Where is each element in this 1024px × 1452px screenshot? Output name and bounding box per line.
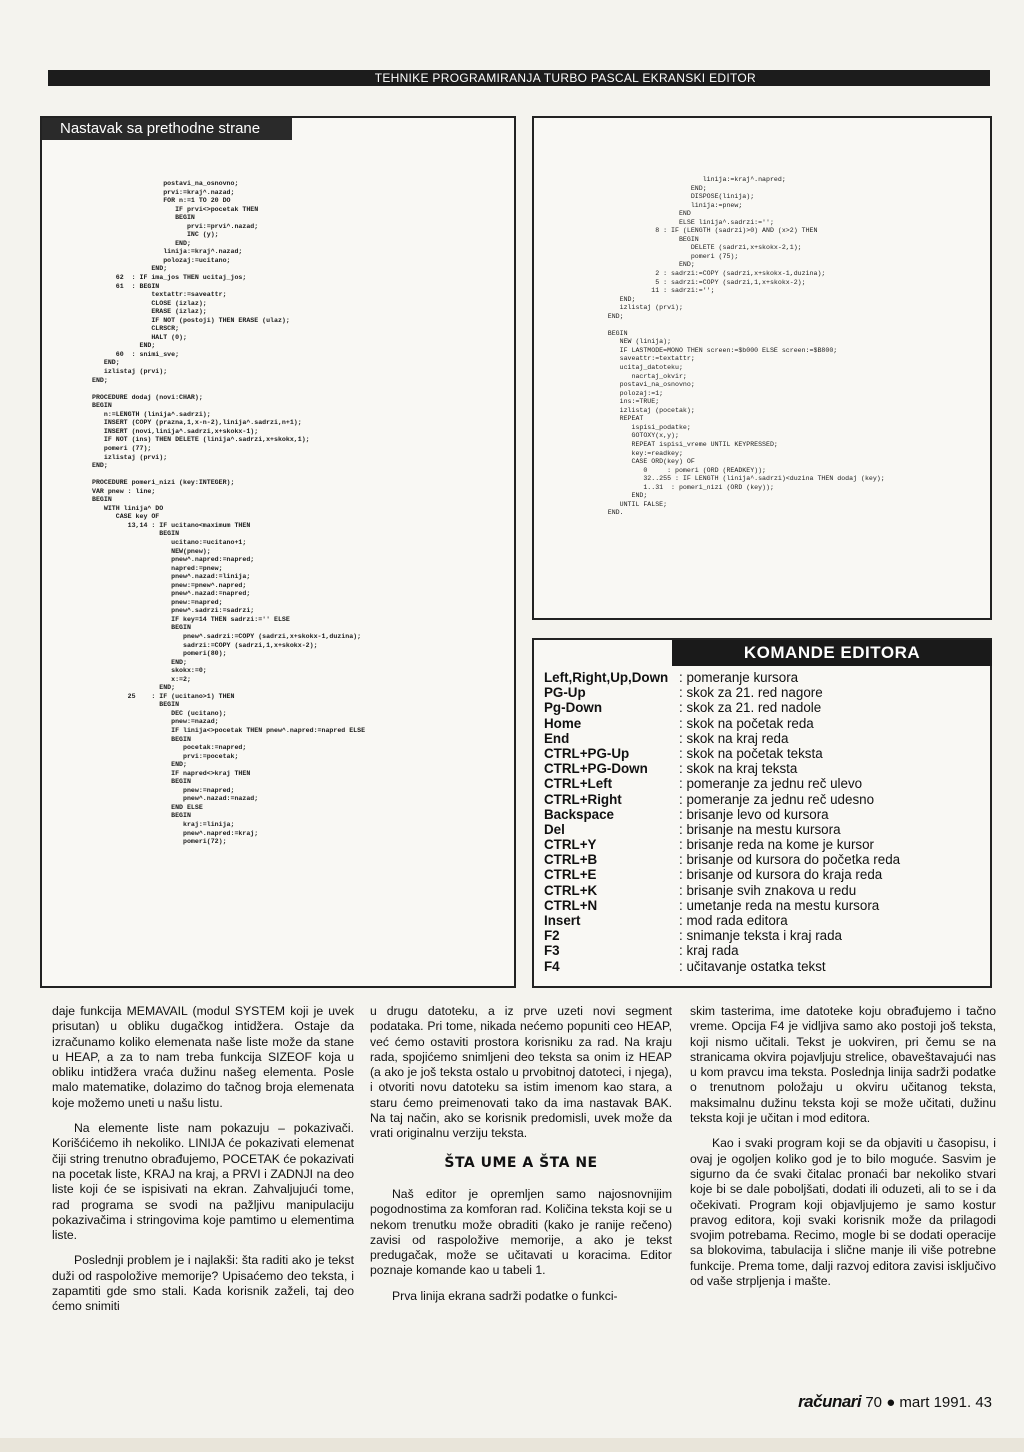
command-description: : umetanje reda na mestu kursora [679,898,879,913]
command-key: CTRL+K [544,882,598,898]
command-description: : brisanje levo od kursora [679,807,829,822]
pascal-code-left: postavi_na_osnovno; prvi:=kraj^.nazad; FOR n:=1 TO 20 DO IF prvi<>pocetak THEN BEGIN prvi:=prvi^.nazad; INC (y); END; linija:=kraj^.nazad; polozaj:=ucitano; END; 62 : IF ima_jos THEN ucitaj_jos; 61 : BEGIN textattr:=saveattr; CLOSE (izlaz); ERASE (izlaz); IF NOT (postoji) THEN ERASE (ulaz); CLRSCR; HALT (0); END; 60 : snimi_sve; END; izlistaj (prvi); END; PROCEDURE dodaj (novi:CHAR); BEGIN n:=LENGTH (linija^.sadrzi); INSERT (COPY (prazna,1,x-n-2),linija^.sadrzi,n+1); INSERT (novi,linija^.sadrzi,x+skokx-1); IF NOT (ins) THEN DELETE (linija^.sadrzi,x+skokx,1); pomeri (77); izlistaj (prvi); END; PROCEDURE pomeri_nizi (key:INTEGER); VAR pnew : line; BEGIN WITH linija^ DO CASE key OF 13,14 : IF ucitano<maximum THEN BEGIN ucitano:=ucitano+1; NEW(pnew); pnew^.napred:=napred; napred:=pnew; pnew^.nazad:=linija; pnew:=pnew^.napred; pnew^.nazad:=napred; pnew:=napred; pnew^.sadrzi:=sadrzi; IF key=14 THEN sadrzi:='' ELSE BEGIN pnew^.sadrzi:=COPY (sadrzi,x+skokx-1,duzina); sadrzi:=COPY (sadrzi,1,x+skokx-2); pomeri(80); END; skokx:=0; x:=2; END; 25 : IF (ucitano>1) THEN BEGIN DEC (ucitano); pnew:=nazad; IF linija<>pocetak THEN pnew^.napred:=napred ELSE BEGIN pocetak:=napred; prvi:=pocetak; END; IF napred<>kraj THEN BEGIN pnew:=napred; pnew^.nazad:=nazad; END ELSE BEGIN kraj:=linija; pnew^.napred:=kraj; pomeri(72); [92,180,366,846]
magazine-brand: računari [798,1392,862,1411]
paragraph: Naš editor je opremljen samo najosnovnijim pogodnostima za komforan rad. Količina teksta koji se u nekom trenutku može obraditi (kako je ranije rečeno) zavisi od raspoložive memorije, a ako je tekst predugačak, može se učitavati u koracima. Editor poznaje komande kao u tabeli 1. [370,1186,672,1278]
issue-number: 70 [865,1394,883,1411]
section-header-bar [48,70,990,86]
command-key: End [544,730,570,746]
article-column-3 [690,1004,996,1299]
command-description: : skok za 21. red nagore [679,685,823,700]
editor-commands-table [532,638,992,988]
command-description: : skok na početak teksta [679,746,823,761]
paragraph: Poslednji problem je i najlakši: šta raditi ako je tekst duži od raspoložive memorije? Upisaćemo deo teksta, i zapamtiti gde smo stali. Kada korisnik zaželi, taj deo ćemo snimiti [52,1253,354,1314]
command-row [544,928,984,943]
command-key: Pg-Down [544,700,603,716]
article-column-1 [52,1004,354,1325]
paragraph: u drugu datoteku, a iz prve uzeti novi segment podataka. Pri tome, nikada nećemo popuniti ceo HEAP, već ćemo ostaviti prostora korisniku za rad. Na kraju rada, spojićemo snimljeni deo teksta sa onim iz HEAP (a ako je još teksta ostalo u prvobitnoj datoteci, i njega), i otvoriti novu datoteku sa istim imenom kao stara, a staru ćemo preimenovati tako da ima nastavak BAK. Na taj način, ako se korisnik predomisli, uvek može da vrati originalnu verziju teksta. [370,1004,672,1141]
paragraph: skim tasterima, ime datoteke koju obrađujemo i tačno vreme. Opcija F4 je vidljiva samo ako postoji još teksta, koji nismo učitali. Tekst je uokviren, pri čemu se na stranicama okvira pojavljuju strelice, obaveštavajući nas u kom pravcu ima teksta. Poslednja linija sadrži podatke o trenutnom položaju u okviru učitanog teksta, maksimalnu dužinu teksta koji se može učitati, dužinu teksta koji je učitan i mod editora. [690,1004,996,1126]
paragraph: daje funkcija MEMAVAIL (modul SYSTEM koji je uvek prisutan) u obliku dugačkog intidžera. Ostaje da izračunamo koliko elemenata naše liste može da stane u HEAP, a za to nam treba funkcija SIZEOF koja u obliku intidžera vraća dužinu našeg elementa. Posle malo matematike, dolazimo do tačnog broja elemenata koje možemo uneti u našu listu. [52,1004,354,1110]
command-key: Insert [544,913,581,928]
bullet-separator: ● [886,1394,896,1411]
command-key: Left,Right,Up,Down [544,670,669,685]
command-row [544,837,984,852]
command-row [544,898,984,913]
command-row [544,716,984,731]
command-key: CTRL+N [544,897,598,913]
command-key: F4 [544,958,560,974]
command-description: : skok za 21. red nadole [679,700,821,715]
command-description: : pomeranje za jednu reč udesno [679,792,874,807]
command-key: CTRL+Right [544,791,622,807]
pascal-code-right: linija:=kraj^.napred; END; DISPOSE(linija); linija:=pnew; END ELSE linija^.sadrzi:=''; 8 : IF (LENGTH (sadrzi)>0) AND (x>2) THEN BEGIN DELETE (sadrzi,x+skokx-2,1); pomeri (75); END; 2 : sadrzi:=COPY (sadrzi,x+skokx-1,duzina); 5 : sadrzi:=COPY (sadrzi,1,x+skokx-2); 11 : sadrzi:=''; END; izlistaj (prvi); END; BEGIN NEW (linija); IF LASTMODE=MONO THEN screen:=$b000 ELSE screen:=$B800; saveattr:=textattr; ucitaj_datoteku; nacrtaj_okvir; postavi_na_osnovno; polozaj:=1; ins:=TRUE; izlistaj (pocetak); REPEAT ispisi_podatke; GOTOXY(x,y); REPEAT ispisi_vreme UNTIL KEYPRESSED; key:=readkey; CASE ORD(key) OF 0 : pomeri (ORD (READKEY)); 32..255 : IF LENGTH (linija^.sadrzi)<duzina THEN dodaj (key); 1..31 : pomeri_nizi (ORD (key)); END; UNTIL FALSE; END. [607,176,885,517]
continuation-tab: Nastavak sa prethodne strane [42,118,292,140]
command-description: : pomeranje kursora [679,670,798,685]
paragraph: Kao i svaki program koji se da objaviti u časopisu, i ovaj je ogoljen koliko god je to bilo moguće. Sasvim je sigurno da će svaki čitalac pronaći bar nekoliko stvari koje bi se dale poboljšati, dodati ili oduzeti, ali to se i da očekivati. Program koji objavljujemo je samo kostur pravog editora, koji svaki korisnik može da prilagodi svojim potrebama. Recimo, mogle bi se dodati operacije sa blokovima, tabulacija i slične manje ili više potrebne funkcije. Prema tome, dalji razvoj editora zavisi isključivo od vaše strpljenja i mašte. [690,1136,996,1289]
command-description: : mod rada editora [679,913,788,928]
command-description: : učitavanje ostatka tekst [679,959,826,974]
command-row [544,670,984,685]
command-description: : skok na početak reda [679,716,814,731]
command-description: : brisanje reda na kome je kursor [679,837,874,852]
command-key: PG-Up [544,685,586,701]
command-key: Backspace [544,806,614,822]
command-row [544,913,984,928]
command-row [544,867,984,882]
command-row [544,807,984,822]
command-row [544,685,984,700]
commands-list [544,670,984,974]
article-column-2 [370,1004,672,1314]
command-row [544,959,984,974]
command-row [544,792,984,807]
command-row [544,822,984,837]
command-key: CTRL+PG-Down [544,761,648,777]
command-row [544,883,984,898]
command-key: Home [544,715,582,731]
command-description: : snimanje teksta i kraj rada [679,928,842,943]
command-key: Del [544,821,565,837]
command-key: CTRL+Y [544,837,597,853]
command-row [544,700,984,715]
page-number: 43 [975,1394,992,1411]
paragraph: Prva linija ekrana sadrži podatke o funkci- [392,1288,618,1303]
command-key: CTRL+E [544,867,597,883]
command-description: : brisanje svih znakova u redu [679,883,856,898]
issue-date: mart 1991. [899,1394,972,1411]
command-row [544,746,984,761]
commands-title: KOMANDE EDITORA [672,640,992,666]
command-key: F3 [544,943,560,959]
command-key: CTRL+B [544,852,598,868]
page-footer [798,1392,992,1412]
command-row [544,943,984,958]
command-description: : kraj rada [679,943,739,958]
section-header-title: TEHNIKE PROGRAMIRANJA TURBO PASCAL EKRANSKI EDITOR [374,71,756,85]
command-row [544,776,984,791]
command-row [544,852,984,867]
command-key: F2 [544,928,560,944]
command-key: CTRL+Left [544,776,613,792]
code-listing-right [532,116,992,620]
command-description: : skok na kraj teksta [679,761,797,776]
page-edge [0,1438,1024,1452]
command-description: : pomeranje za jednu reč ulevo [679,776,862,791]
subheading: ŠTA UME A ŠTA NE [444,1154,598,1171]
command-row [544,731,984,746]
command-key: CTRL+PG-Up [544,745,630,761]
command-description: : brisanje od kursora do početka reda [679,852,900,867]
command-description: : brisanje od kursora do kraja reda [679,867,882,882]
command-description: : brisanje na mestu kursora [679,822,841,837]
code-listing-left [40,116,516,988]
command-description: : skok na kraj reda [679,731,788,746]
paragraph: Na elemente liste nam pokazuju – pokazivači. Korišćićemo ih nekoliko. LINIJA će pokazivati elemenat čiji string trenutno obrađujemo, POCETAK će pokazivati na pocetak liste, KRAJ na kraj, a PRVI i ZADNJI na deo liste koji će se ispisivati na ekran. Zahvaljujući tome, rad programa se svodi na pažljivu manipulaciju pokazivačima i stringovima koje pamtimo u elementima liste. [52,1121,354,1243]
command-row [544,761,984,776]
